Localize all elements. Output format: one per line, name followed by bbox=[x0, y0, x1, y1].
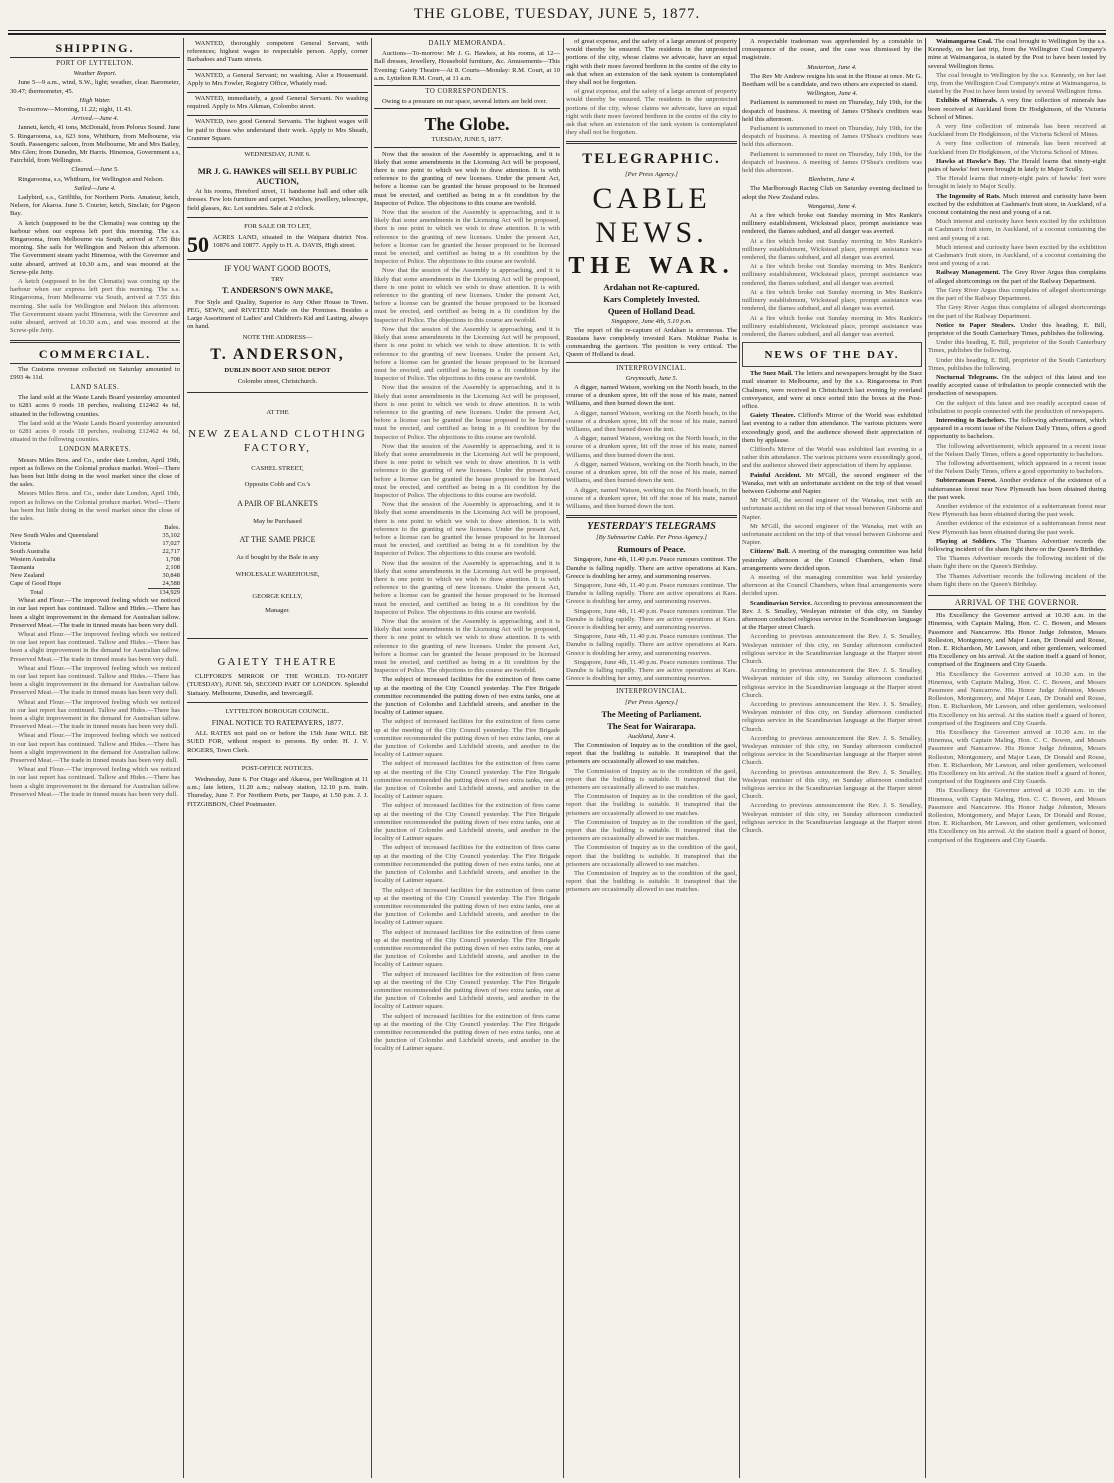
news-of-the-day-box bbox=[742, 342, 922, 367]
rumours-text: Singapore, June 4th, 11.40 p.m. Peace rumours continue. The Danube is falling rapidly. There are active operations at Kars. Greece is doubling her army, and summoning reserves. bbox=[566, 607, 737, 631]
commercial-text: The Customs revenue collected on Saturday amounted to £993 4s 11d. bbox=[10, 365, 180, 381]
cleared-text: Ringarooma, s.s, Whitburn, for Wellington and Nelson. bbox=[18, 175, 164, 183]
editorial-paragraph: Now that the session of the Assembly is approaching, and it is likely that some amendments in the Licensing Act will be proposed, there is one point to which we wish to draw attention. It is with reference to the granting of new licenses. Under the present Act, before a license can be granted the house proposed to be licensed must be erected, and certified as being in a fit condition by the Inspector of Police. The objections to this course are twofold. bbox=[374, 384, 560, 441]
wool-export-table bbox=[10, 524, 180, 597]
arrival-text: His Excellency the Governor arrived at 10.30 a.m. in the Hinemoa, with Captain Maling, Hon. C. C. Bowen, and Messrs Passmore and Nancarrow. His Honor Judge Johnston, Messrs Rolleston, Montgomery, and Major Lean, Dr Donald and Rouse, Hon. E. Richardson, Mr Lawson, and other gentlemen, welcomed His Excellency on his arrival. At the station itself a guard of honor, comprised of the Engineers and City Guards. bbox=[928, 612, 1106, 669]
greymouth-text: A digger, named Watson, working on the North beach, in the course of a drunken spree, bit off the nose of his mate, named Williams, and then burned down the tent. bbox=[566, 460, 737, 485]
editorial-paragraph-fire: The subject of increased facilities for the extinction of fires came up at the meeting of the City Council yesterday. The Fire Brigade committee recommended the putting down of two extra tanks, one at the junction of Colombo and Lichfield streets, and another in the locality of Latimer square. bbox=[374, 760, 560, 801]
closing-text-continued: Wheat and Flour.—The improved feeling which we noticed in our last report has continued. Tallow and Hides.—There has been a slight improvement in the demand for Australian tallow. Preserved Meat.—The trade in tinned meats has been very dull. bbox=[10, 698, 180, 731]
high-water-title: High Water. bbox=[79, 96, 111, 104]
auckland-text: The Commission of Inquiry as to the condition of the gaol, report that the building is suitable. It transpired that the prisoners are occasionally allowed to use matches. bbox=[566, 767, 737, 791]
editorial-paragraph: Now that the session of the Assembly is approaching, and it is likely that some amendments in the Licensing Act will be proposed, there is one point to which we wish to draw attention. It is with reference to the granting of new licenses. Under the present Act, before a license can be granted the house proposed to be licensed must be erected, and certified as being in a fit condition by the Inspector of Police. The objections to this course are twofold. bbox=[374, 559, 560, 616]
globe-date: TUESDAY, JUNE 5, 1877. bbox=[374, 136, 560, 147]
rumours-text: Singapore, June 4th, 11.40 p.m. Peace rumours continue. The Danube is falling rapidly. There are active operations at Kars. Greece is doubling her army, and summoning reserves. bbox=[566, 633, 737, 657]
arrival-title: ARRIVAL OF THE GOVERNOR. bbox=[954, 598, 1080, 607]
ad-ratepayers: LYTTELTON BOROUGH COUNCIL. FINAL NOTICE TO RATEPAYERS, 1877. ALL RATES not paid on or before the 15th June WILL BE SUED FOR, without respect to persons. By order. H. J. V. ROGERS, Town Clerk. bbox=[187, 703, 368, 760]
ad-wanted: WANTED, thoroughly competent General Servant, with references; highest wages to respectable person. Apply, corner Barbadoes and Tuam streets. bbox=[187, 38, 368, 70]
masthead: THE GLOBE, TUESDAY, JUNE 5, 1877. bbox=[413, 6, 701, 22]
nz-clothing-factory: NEW ZEALAND CLOTHING FACTORY, bbox=[188, 428, 367, 455]
anderson-name: T. ANDERSON, bbox=[210, 345, 345, 363]
closing-text-continued: Wheat and Flour.—The improved feeling which we noticed in our last report has continued. Tallow and Hides.—There has been a slight improvement in the demand for Australian tallow. Preserved Meat.—The trade in tinned meats has been very dull. bbox=[10, 732, 180, 765]
headline: Rumours of Peace. bbox=[617, 544, 686, 555]
table-row: Victoria 17,027 bbox=[10, 540, 180, 548]
closing-text-continued: Wheat and Flour.—The improved feeling which we noticed in our last report has continued. Tallow and Hides.—There has been a slight improvement in the demand for Australian tallow. Preserved Meat.—The trade in tinned meats has been very dull. bbox=[10, 664, 180, 697]
editorial-paragraph-fire: The subject of increased facilities for the extinction of fires came up at the meeting of the City Council yesterday. The Fire Brigade committee recommended the putting down of two extra tanks, one at the junction of Colombo and Lichfield streets, and another in the locality of Latimer square. bbox=[374, 928, 560, 969]
table-row: South Australia 22,717 bbox=[10, 548, 180, 556]
press-agency: [Per Press Agency.] bbox=[625, 698, 678, 706]
arrival-text: His Excellency the Governor arrived at 10.30 a.m. in the Hinemoa, with Captain Maling, Hon. C. C. Bowen, and Messrs Passmore and Nancarrow. His Honor Judge Johnston, Messrs Rolleston, Montgomery, and Major Lean, Dr Donald and Rouse, Hon. E. Richardson, Mr Lawson, and other gentlemen, welcomed His Excellency on his arrival. At the station itself a guard of honor, comprised of the Engineers and City Guards. bbox=[928, 670, 1106, 727]
arrival-text: His Excellency the Governor arrived at 10.30 a.m. in the Hinemoa, with Captain Maling, Hon. C. C. Bowen, and Messrs Passmore and Nancarrow. His Honor Judge Johnston, Messrs Rolleston, Montgomery, and Major Lean, Dr Donald and Rouse, Hon. E. Richardson, Mr Lawson, and other gentlemen, welcomed His Excellency on his arrival. At the station itself a guard of honor, comprised of the Engineers and City Guards. bbox=[928, 729, 1106, 786]
masthead-rule-double bbox=[8, 33, 1106, 35]
column-divider bbox=[925, 38, 926, 1478]
editorial-paragraph: Now that the session of the Assembly is approaching, and it is likely that some amendments in the Licensing Act will be proposed, there is one point to which we wish to draw attention. It is with reference to the granting of new licenses. Under the present Act, before a license can be granted the house proposed to be licensed must be erected, and certified as being in a fit condition by the Inspector of Police. The objections to this course are twofold. bbox=[374, 501, 560, 558]
wanganui-text: At a fire which broke out Sunday morning in Mrs Rankin's millinery establishment, Wickstead place, prompt assistance was rendered, the flames subdued, and all danger was averted. bbox=[742, 314, 922, 338]
closing-text: Wheat and Flour.—The improved feeling which we noticed in our last report has continued. Tallow and Hides.—There has been a slight improvement in the demand for Australian tallow. Preserved Meat.—The trade in tinned meats has been very dull. bbox=[10, 597, 180, 629]
yesterday-title: YESTERDAY'S TELEGRAMS bbox=[587, 521, 716, 533]
ad-clothing-factory: AT THE NEW ZEALAND CLOTHING FACTORY, CASHEL STREET, Opposite Cobb and Co.'s A PAIR OF BLANKETS May be Purchased AT THE SAME PRICE As if bought by the Bale in any WHOLESALE WAREHOUSE, GEORGE KELLY, Manager. bbox=[187, 393, 368, 639]
auckland-text: The Commission of Inquiry as to the condition of the gaol, report that the building is suitable. It transpired that the prisoners are occasionally allowed to use matches. bbox=[566, 818, 737, 843]
column-news-continued: Waimangaroa Coal. The coal brought to Wellington by the s.s. Kennedy, on her last trip, from the Wellington Coal Company's mine at Waimangaroa, is stated by the Post to have been tested by several Wellington firms. The coal brought to Wellington by the s.s. Kennedy, on her last trip, from the Wellington Coal Company's mine at Waimangaroa, is stated by the Post to have been tested by several Wellington firms. Exhibits of Minerals. A very fine collection of minerals has been received at Auckland from Dr Hodgkinson, of the Victoria School of Mines. A very fine collection of minerals has been received at Auckland from Dr Hodgkinson, of the Victoria School of Mines. A very fine collection of minerals has been received at Auckland from Dr Hodgkinson, of the Victoria School of Mines. Hawks at Hawke's Bay. The Herald learns that ninety-eight pairs of hawks' feet were brought in lately to Major Scully. The Herald learns that ninety-eight pairs of hawks' feet were brought in lately to Major Scully. The Ingenuity of Rats. Much interest and curiosity have been excited by the exhibition at Cashman's fruit store, in Auckland, of a coconut containing the nest and young of a rat. Much interest and curiosity have been excited by the exhibition at Cashman's fruit store, in Auckland, of a coconut containing the nest and young of a rat. Much interest and curiosity have been excited by the exhibition at Cashman's fruit store, in Auckland, of a coconut containing the nest and young of a rat. Railway Management. The Grey River Argus thus complains of alleged shortcomings on the part of the Railway Department. The Grey River Argus thus complains of alleged shortcomings on the part of the Railway Department. The Grey River Argus thus complains of alleged shortcomings on the part of the Railway Department. Notice to Paper Stealers. Under this heading, E. Bill, proprietor of the South Canterbury Times, publishes the following. Under this heading, E. Bill, proprietor of the South Canterbury Times, publishes the following. Under this heading, E. Bill, proprietor of the South Canterbury Times, publishes the following. Nocturnal Telegrams. On the subject of this latest and too readily accepted cause of tribulation to people connected with the production of newspapers. On the subject of this latest and too readily accepted cause of tribulation to people connected with the production of newspapers. Interesting to Bachelors. The following advertisement, which appeared in a recent issue of the Nelson Daily Times, offers a good opportunity to bachelors. The following advertisement, which appeared in a recent issue of the Nelson Daily Times, offers a good opportunity to bachelors. The following advertisement, which appeared in a recent issue of the Nelson Daily Times, offers a good opportunity to bachelors. Subterranean Forest. Another evidence of the existence of a subterranean forest near New Plymouth has been obtained during the past week. Another evidence of the existence of a subterranean forest near New Plymouth has been obtained during the past week. Another evidence of the existence of a subterranean forest near New Plymouth has been obtained during the past week. Playing at Soldiers. The Thames Advertiser records the following incident of the sham fight there on the Queen's Birthday. The Thames Advertiser records the following incident of the sham fight there on the Queen's Birthday. The Thames Advertiser records the following incident of the sham fight there on the Queen's Birthday. ARRIVAL OF THE GOVERNOR. His Excellency the Governor arrived at 10.30 a.m. in the Hinemoa, with Captain Maling, Hon. C. C. Bowen, and Messrs Passmore and Nancarrow. His Honor Judge Johnston, Messrs Rolleston, Montgomery, and Major Lean, Dr Donald and Rouse, Hon. E. Richardson, Mr Lawson, and other gentlemen, welcomed His Excellency on his arrival. At the station itself a guard of honor, comprised of the Engineers and City Guards. His Excellency the Governor arrived at 10.30 a.m. in the Hinemoa, with Captain Maling, Hon. C. C. Bowen, and Messrs Passmore and Nancarrow. His Honor Judge Johnston, Messrs Rolleston, Montgomery, and Major Lean, Dr Donald and Rouse, Hon. E. Richardson, Mr Lawson, and other gentlemen, welcomed His Excellency on his arrival. At the station itself a guard of honor, comprised of the Engineers and City Guards. His Excellency the Governor arrived at 10.30 a.m. in the Hinemoa, with Captain Maling, Hon. C. C. Bowen, and Messrs Passmore and Nancarrow. His Honor Judge Johnston, Messrs Rolleston, Montgomery, and Major Lean, Dr Donald and Rouse, Hon. E. Richardson, Mr Lawson, and other gentlemen, welcomed His Excellency on his arrival. At the station itself a guard of honor, comprised of the Engineers and City Guards. His Excellency the Governor arrived at 10.30 a.m. in the Hinemoa, with Captain Maling, Hon. C. C. Bowen, and Messrs Passmore and Nancarrow. His Honor Judge Johnston, Messrs Rolleston, Montgomery, and Major Lean, Dr Donald and Rouse, Hon. E. Richardson, Mr Lawson, and other gentlemen, welcomed His Excellency on his arrival. At the station itself a guard of honor, comprised of the Engineers and City Guards. bbox=[928, 38, 1106, 844]
wellington-text: Parliament is summoned to meet on Thursday, July 19th, for the despatch of business. A meeting of James O'Shea's creditors was held this afternoon. bbox=[742, 150, 922, 175]
auction-date: WEDNESDAY, JUNE 6. bbox=[244, 151, 311, 159]
ad-post-office: POST-OFFICE NOTICES. Wednesday, June 6. For Otago and Akaroa, per Wellington at 11 a.m.; late letters, 11.20 a.m.; railway station, 12.10 p.m. train. Thursday, June 7. For Northern Ports, per Taupo, at 1.50 p.m. J. J. FITZGIBBON, Chief Postmaster. bbox=[187, 764, 368, 808]
weather-text: June 5—9 a.m., wind, S.W., light; weather, clear. Barometer, 30.47; thermometer, 45. bbox=[10, 79, 180, 95]
auckland-text: The Commission of Inquiry as to the condition of the gaol, report that the building is suitable. It transpired that the prisoners are occasionally allowed to use matches. bbox=[566, 741, 737, 766]
memoranda-text: Auctions—To-morrow: Mr J. G. Hawkes, at his rooms, at 12—Ball dresses, Jewellery, Household furniture, &c. Amusements—This Evening: Gaiety Theatre—At 8. Courts—Monday: R.M. Court, at 10 a.m. Lyttelton R.M. Court, at 11 a.m. bbox=[374, 50, 560, 82]
greymouth-text: A digger, named Watson, working on the North beach, in the course of a drunken spree, bit off the nose of his mate, named Williams, and then burned down the tent. bbox=[566, 409, 737, 434]
editorial-paragraph-fire: The subject of increased facilities for the extinction of fires came up at the meeting of the City Council yesterday. The Fire Brigade committee recommended the putting down of two extra tanks, one at the junction of Colombo and Lichfield streets, and another in the locality of Latimer square. bbox=[374, 970, 560, 1011]
sailed-text: Ladybird, s.s., Griffiths, for Northern Ports. Amateur, ketch, Nelson, for Akaroa. June 5. Courier, ketch, Sinclair, for Pigeon Bay. bbox=[10, 194, 180, 218]
sale-number: 50 bbox=[187, 232, 209, 258]
shipping-news-continued: A ketch (supposed to be the Clematis) was coming up the harbour when our express left port this morning. The s.s. Ringarooma, from Melbourne via South, arrived at 7.55 this morning. She sails for Wellington and Nelson this afternoon. The Government steam yacht Hinemoa, with the Governor and suite aboard, arrived at 10.30 a.m., and was moored at the Screw-pile Jetty. bbox=[10, 278, 180, 335]
ad-wanted: WANTED, a General Servant; no washing. Also a Housemaid. Apply to Mrs Fowler, Registry Office, Whately road. bbox=[187, 70, 368, 93]
headline: The Meeting of Parliament. bbox=[601, 708, 702, 719]
cleared-title: Cleared.—June 5. bbox=[71, 166, 119, 174]
ad-wanted: WANTED, immediately, a good General Servant. No washing required. Apply to Mrs Aikman, Colombo street. bbox=[187, 93, 368, 116]
editorial-paragraph: Now that the session of the Assembly is approaching, and it is likely that some amendments in the Licensing Act will be proposed, there is one point to which we wish to draw attention. It is with reference to the granting of new licenses. Under the present Act, before a license can be granted the house proposed to be licensed must be erected, and certified as being in a fit condition by the Inspector of Police. The objections to this course are twofold. bbox=[374, 442, 560, 499]
column-divider bbox=[739, 38, 740, 1478]
table-total-row: Total 134,929 bbox=[30, 588, 180, 597]
cable-news-title: CABLE NEWS. bbox=[592, 181, 711, 249]
column-news-of-the-day: A respectable tradesman was apprehended by a constable in consequence of the cease, and the case was dismissed by the magistrate. Masterton, June 4. The Rev Mr Andrew resigns his seat in the House at once. Mr G. Beetham will be a candidate, and two others are expected to stand. Wellington, June 4. Parliament is summoned to meet on Thursday, July 19th, for the despatch of business. A meeting of James O'Shea's creditors was held this afternoon. Parliament is summoned to meet on Thursday, July 19th, for the despatch of business. A meeting of James O'Shea's creditors was held this afternoon. Parliament is summoned to meet on Thursday, July 19th, for the despatch of business. A meeting of James O'Shea's creditors was held this afternoon. Blenheim, June 4. The Marlborough Racing Club on Saturday evening declined to adopt the New Zealand rules. Wanganui, June 4. At a fire which broke out Sunday morning in Mrs Rankin's millinery establishment, Wickstead place, prompt assistance was rendered, the flames subdued, and all danger was averted. At a fire which broke out Sunday morning in Mrs Rankin's millinery establishment, Wickstead place, prompt assistance was rendered, the flames subdued, and all danger was averted. At a fire which broke out Sunday morning in Mrs Rankin's millinery establishment, Wickstead place, prompt assistance was rendered, the flames subdued, and all danger was averted. At a fire which broke out Sunday morning in Mrs Rankin's millinery establishment, Wickstead place, prompt assistance was rendered, the flames subdued, and all danger was averted. At a fire which broke out Sunday morning in Mrs Rankin's millinery establishment, Wickstead place, prompt assistance was rendered, the flames subdued, and all danger was averted. NEWS OF THE DAY. The Suez Mail. The letters and newspapers brought by the Suez mail steamer to Melbourne, and by the s.s. Ringarooma to Port Chalmers, were received in Christchurch last evening by overland conveyance, and were at once sorted into the boxes at the Post-office. Gaiety Theatre. Clifford's Mirror of the World was exhibited last evening to a rather thin attendance. The various pictures were exceedingly good, and the audience showed their appreciation of them by applause. Clifford's Mirror of the World was exhibited last evening to a rather thin attendance. The various pictures were exceedingly good, and the audience showed their appreciation of them by applause. Painful Accident. Mr M'Gill, the second engineer of the Wanaka, met with an unfortunate accident on the trip of that vessel between Gisborne and Napier. Mr M'Gill, the second engineer of the Wanaka, met with an unfortunate accident on the trip of that vessel between Gisborne and Napier. Mr M'Gill, the second engineer of the Wanaka, met with an unfortunate accident on the trip of that vessel between Gisborne and Napier. Citizens' Ball. A meeting of the managing committee was held yesterday afternoon at the Council Chambers, when final arrangements were decided upon. A meeting of the managing committee was held yesterday afternoon at the Council Chambers, when final arrangements were decided upon. Scandinavian Service. According to previous announcement the Rev. J. S. Smalley, Wesleyan minister of this city, on Sunday afternoon conducted religious service in the Scandinavian language at the Harper street Church. According to previous announcement the Rev. J. S. Smalley, Wesleyan minister of this city, on Sunday afternoon conducted religious service in the Scandinavian language at the Harper street Church. According to previous announcement the Rev. J. S. Smalley, Wesleyan minister of this city, on Sunday afternoon conducted religious service in the Scandinavian language at the Harper street Church. According to previous announcement the Rev. J. S. Smalley, Wesleyan minister of this city, on Sunday afternoon conducted religious service in the Scandinavian language at the Harper street Church. According to previous announcement the Rev. J. S. Smalley, Wesleyan minister of this city, on Sunday afternoon conducted religious service in the Scandinavian language at the Harper street Church. According to previous announcement the Rev. J. S. Smalley, Wesleyan minister of this city, on Sunday afternoon conducted religious service in the Scandinavian language at the Harper street Church. According to previous announcement the Rev. J. S. Smalley, Wesleyan minister of this city, on Sunday afternoon conducted religious service in the Scandinavian language at the Harper street Church. bbox=[742, 38, 922, 835]
headline: The Seat for Wairarapa. bbox=[607, 720, 696, 731]
dateline: Auckland, June 4. bbox=[627, 732, 676, 740]
dateline: Masterton, June 4. bbox=[807, 63, 857, 71]
editorial-paragraph-fire: The subject of increased facilities for the extinction of fires came up at the meeting of the City Council yesterday. The Fire Brigade committee recommended the putting down of two extra tanks, one at the junction of Colombo and Lichfield streets, and another in the locality of Latimer square. bbox=[374, 1012, 560, 1053]
arrived-title: Arrived.—June 4. bbox=[71, 115, 119, 123]
column-telegraphic bbox=[566, 38, 737, 1478]
globe-title: The Globe. bbox=[424, 114, 510, 135]
dateline: Wanganui, June 4. bbox=[807, 202, 857, 210]
masterton-text: The Rev Mr Andrew resigns his seat in the House at once. Mr G. Beetham will be a candidate, and two others are expected to stand. bbox=[742, 72, 922, 89]
land-sales-title: LAND SALES. bbox=[70, 383, 120, 391]
closing-text-continued: Wheat and Flour.—The improved feeling which we noticed in our last report has continued. Tallow and Hides.—There has been a slight improvement in the demand for Australian tallow. Preserved Meat.—The trade in tinned meats has been very dull. bbox=[10, 630, 180, 663]
editorial-paragraph: Now that the session of the Assembly is approaching, and it is likely that some amendments in the Licensing Act will be proposed, there is one point to which we wish to draw attention. It is with reference to the granting of new licenses. Under the present Act, before a license can be granted the house proposed to be licensed must be erected, and certified as being in a fit condition by the Inspector of Police. The objections to this course are twofold. bbox=[374, 150, 560, 207]
table-row: Tasmania 2,108 bbox=[10, 564, 180, 572]
land-sales-continued: The land sold at the Waste Lands Board yesterday amounted to 6281 acres 0 roods 18 perches, realising £12462 4s 6d, situated in the following counties. bbox=[10, 419, 180, 444]
editorial-paragraph: Now that the session of the Assembly is approaching, and it is likely that some amendments in the Licensing Act will be proposed, there is one point to which we wish to draw attention. It is with reference to the granting of new licenses. Under the present Act, before a license can be granted the house proposed to be licensed must be erected, and certified as being in a fit condition by the Inspector of Police. The objections to this course are twofold. bbox=[374, 267, 560, 324]
table-row: Western Australia 1,708 bbox=[10, 556, 180, 564]
dateline: Greymouth, June 5. bbox=[625, 374, 678, 382]
dateline: Singapore, June 4th, 5.10 p.m. bbox=[611, 317, 692, 325]
blenheim-text: The Marlborough Racing Club on Saturday evening declined to adopt the New Zealand rules. bbox=[742, 185, 922, 201]
table-row: New Zealand 30,848 bbox=[10, 572, 180, 580]
editorial-paragraph: Now that the session of the Assembly is approaching, and it is likely that some amendments in the Licensing Act will be proposed, there is one point to which we wish to draw attention. It is with reference to the granting of new licenses. Under the present Act, before a license can be granted the house proposed to be licensed must be erected, and certified as being in a fit condition by the Inspector of Police. The objections to this course are twofold. bbox=[374, 209, 560, 266]
arrived-text: Jannett, ketch, 41 tons, McDonald, from Pelorus Sound. June 5. Ringarooma, s.s, 623 tons, Whitburn, from Melbourne, via South. Passengers: saloon, from Melbourne, Mr and Mrs Bailey, Mrs Glen; from Dunedin, Mr Harris. Hinemoa, Government s.s, Fairchild, from Wellington. bbox=[10, 124, 180, 165]
interprovincial-title: INTERPROVINCIAL. bbox=[616, 688, 687, 696]
court-text: A respectable tradesman was apprehended by a constable in consequence of the cease, and the case was dismissed by the magistrate. bbox=[742, 38, 922, 62]
closing-text-continued: Wheat and Flour.—The improved feeling which we noticed in our last report has continued. Tallow and Hides.—There has been a slight improvement in the demand for Australian tallow. Preserved Meat.—The trade in tinned meats has been very dull. bbox=[10, 766, 180, 798]
auckland-text: The Commission of Inquiry as to the condition of the gaol, report that the building is suitable. It transpired that the prisoners are occasionally allowed to use matches. bbox=[566, 793, 737, 817]
headline: Ardahan not Re-captured. bbox=[603, 281, 700, 292]
editorial-paragraph-fire: The subject of increased facilities for the extinction of fires came up at the meeting of the City Council yesterday. The Fire Brigade committee recommended the putting down of two extra tanks, one at the junction of Colombo and Lichfield streets, and another in the locality of Latimer square. bbox=[374, 676, 560, 717]
editorial-paragraph-fire: The subject of increased facilities for the extinction of fires came up at the meeting of the City Council yesterday. The Fire Brigade committee recommended the putting down of two extra tanks, one at the junction of Colombo and Lichfield streets, and another in the locality of Latimer square. bbox=[374, 802, 560, 843]
interprovincial-title: INTERPROVINCIAL. bbox=[616, 364, 687, 372]
ad-auction: MR J. G. HAWKES will SELL BY PUBLIC AUCTION, At his rooms, Hereford street, 11 handsome hall and other silk dresses. Few lots furniture and carpet. Watches, jewellery, telescope, field glasses, &c. Lot sundries. Sale at 2 o'clock. bbox=[187, 162, 368, 218]
cable-text: The report of the re-capture of Ardahan is erroneous. The Russians have completely invested Kars. Mukhtar Pasha is commanding the garrison. The position is very critical. The Queen of Holland is dead. bbox=[566, 326, 737, 359]
memoranda-title: DAILY MEMORANDA. bbox=[428, 40, 506, 47]
editorial-continued: of great expense, and the safety of a large amount of property would thereby be ensured. The residents in the unprotected portions of the city, whose claims we advocate, have an equal right with their more favored brethren in the centre of the city to ask that when an extension of the tank system is contemplated they shall not be forgotten. bbox=[566, 88, 737, 137]
auckland-text: The Commission of Inquiry as to the condition of the gaol, report that the building is suitable. It transpired that the prisoners are occasionally allowed to use matches. bbox=[566, 870, 737, 894]
section-title-shipping: SHIPPING. bbox=[55, 41, 135, 55]
news-of-the-day-title: NEWS OF THE DAY. bbox=[764, 349, 900, 362]
column-divider bbox=[183, 38, 184, 1478]
editorial-paragraph-fire: The subject of increased facilities for the extinction of fires came up at the meeting of the City Council yesterday. The Fire Brigade committee recommended the putting down of two extra tanks, one at the junction of Colombo and Lichfield streets, and another in the locality of Latimer square. bbox=[374, 718, 560, 759]
wanganui-text: At a fire which broke out Sunday morning in Mrs Rankin's millinery establishment, Wickstead place, prompt assistance was rendered, the flames subdued, and all danger was averted. bbox=[742, 237, 922, 262]
greymouth-text: A digger, named Watson, working on the North beach, in the course of a drunken spree, bit off the nose of his mate, named Williams, and then burned down the tent. bbox=[566, 486, 737, 510]
sailed-title: Sailed—June 4. bbox=[74, 184, 116, 192]
table-row: New South Wales and Queensland 35,102 bbox=[10, 532, 180, 540]
telegraphic-title: TELEGRAPHIC. bbox=[582, 151, 721, 168]
london-markets-continued: Messrs Miles Bros. and Co., under date London, April 19th, report as follows on the Colonial produce market. Wool—There has been but little doing in the wool market since the close of the sales. bbox=[10, 490, 180, 522]
greymouth-text: A digger, named Watson, working on the North beach, in the course of a drunken spree, bit off the nose of his mate, named Williams, and then burned down the tent. bbox=[566, 384, 737, 408]
editorial-paragraph-fire: The subject of increased facilities for the extinction of fires came up at the meeting of the City Council yesterday. The Fire Brigade committee recommended the putting down of two extra tanks, one at the junction of Colombo and Lichfield streets, and another in the locality of Latimer square. bbox=[374, 844, 560, 885]
high-water-text: To-morrow—Morning, 11.22; night, 11.43. bbox=[18, 106, 133, 114]
dateline: Wellington, June 4. bbox=[806, 90, 858, 98]
column-advertisements bbox=[187, 38, 368, 1478]
wellington-text: Parliament is summoned to meet on Thursday, July 19th, for the despatch of business. A meeting of James O'Shea's creditors was held this afternoon. bbox=[742, 99, 922, 123]
london-markets-text: Messrs Miles Bros. and Co., under date London, April 19th, report as follows on the Colonial produce market. Wool—There has been but little doing in the wool market since the close of the sales. bbox=[10, 456, 180, 489]
section-title-commercial: COMMERCIAL. bbox=[38, 346, 152, 361]
rumours-text: Singapore, June 4th, 11.40 p.m. Peace rumours continue. The Danube is falling rapidly. There are active operations at Kars. Greece is doubling her army, and summoning reserves. bbox=[566, 556, 737, 580]
ad-wanted: WANTED, two good General Servants. The highest wages will be paid to those who understand their work. Apply to Mrs Sheath, Cranmer Square. bbox=[187, 116, 368, 148]
wanganui-text: At a fire which broke out Sunday morning in Mrs Rankin's millinery establishment, Wickstead place, prompt assistance was rendered, the flames subdued, and all danger was averted. bbox=[742, 263, 922, 287]
the-war-title: THE WAR. bbox=[568, 252, 735, 279]
headline: Queen of Holland Dead. bbox=[607, 305, 696, 316]
column-editorial bbox=[374, 38, 560, 1478]
editorial-continued: of great expense, and the safety of a large amount of property would thereby be ensured. The residents in the unprotected portions of the city, whose claims we advocate, have an equal right with their more favored brethren in the centre of the city to ask that when an extension of the tank system is contemplated they shall not be forgotten. bbox=[566, 38, 737, 87]
weather-title: Weather Report. bbox=[73, 70, 117, 78]
editorial-paragraph-fire: The subject of increased facilities for the extinction of fires came up at the meeting of the City Council yesterday. The Fire Brigade committee recommended the putting down of two extra tanks, one at the junction of Colombo and Lichfield streets, and another in the locality of Latimer square. bbox=[374, 886, 560, 927]
land-sales-text: The land sold at the Waste Lands Board yesterday amounted to 6281 acres 0 roods 18 perches, realising £12462 4s 6d, situated in the following counties. bbox=[10, 394, 180, 418]
press-agency: [Per Press Agency.] bbox=[625, 171, 678, 179]
editorial-paragraph: Now that the session of the Assembly is approaching, and it is likely that some amendments in the Licensing Act will be proposed, there is one point to which we wish to draw attention. It is with reference to the granting of new licenses. Under the present Act, before a license can be granted the house proposed to be licensed must be erected, and certified as being in a fit condition by the Inspector of Police. The objections to this course are twofold. bbox=[374, 618, 560, 675]
wellington-text: Parliament is summoned to meet on Thursday, July 19th, for the despatch of business. A meeting of James O'Shea's creditors was held this afternoon. bbox=[742, 125, 922, 149]
column-shipping bbox=[10, 38, 180, 1478]
auckland-text: The Commission of Inquiry as to the condition of the gaol, report that the building is suitable. It transpired that the prisoners are occasionally allowed to use matches. bbox=[566, 844, 737, 868]
correspondents-text: Owing to a pressure on our space, several letters are held over. bbox=[382, 98, 547, 106]
column-divider bbox=[563, 38, 564, 1478]
column-divider bbox=[371, 38, 372, 1478]
greymouth-text: A digger, named Watson, working on the North beach, in the course of a drunken spree, bit off the nose of his mate, named Williams, and then burned down the tent. bbox=[566, 435, 737, 459]
ad-boots: IF YOU WANT GOOD BOOTS, TRY T. ANDERSON'S OWN MAKE, For Style and Quality, Superior to Any Other House in Town. PEG, SEWN, and RIVETED Made on the Premises. Besides a Large Assortment of Ladies' and Children's Kid and Lasting, always on hand. NOTE THE ADDRESS— T. ANDERSON, DUBLIN BOOT AND SHOE DEPOT Colombo street, Christchurch. bbox=[187, 260, 368, 393]
table-row: Cape of Good Hope 24,588 bbox=[10, 580, 180, 588]
port-title: PORT OF LYTTELTON. bbox=[56, 60, 134, 67]
headline: Kars Completely Invested. bbox=[603, 293, 700, 304]
correspondents-title: TO CORRESPONDENTS. bbox=[425, 88, 509, 96]
table-header: Bales. bbox=[164, 524, 180, 532]
ad-gaiety-theatre: GAIETY THEATRE CLIFFORD'S MIRROR OF THE WORLD. TO-NIGHT (TUESDAY), JUNE 5th, SECOND PART OF LONDON. Splendid Statuary. Melbourne, Dunedin, and Invercargill. bbox=[187, 639, 368, 703]
london-markets-title: LONDON MARKETS. bbox=[58, 446, 132, 454]
submarine-agency: [By Submarine Cable. Per Press Agency.] bbox=[596, 534, 707, 542]
rumours-text: Singapore, June 4th, 11.40 p.m. Peace rumours continue. The Danube is falling rapidly. There are active operations at Kars. Greece is doubling her army, and summoning reserves. bbox=[566, 658, 737, 683]
dateline: Blenheim, June 4. bbox=[808, 176, 856, 184]
editorial-paragraph: Now that the session of the Assembly is approaching, and it is likely that some amendments in the Licensing Act will be proposed, there is one point to which we wish to draw attention. It is with reference to the granting of new licenses. Under the present Act, before a license can be granted the house proposed to be licensed must be erected, and certified as being in a fit condition by the Inspector of Police. The objections to this course are twofold. bbox=[374, 325, 560, 383]
wanganui-text: At a fire which broke out Sunday morning in Mrs Rankin's millinery establishment, Wickstead place, prompt assistance was rendered, the flames subdued, and all danger was averted. bbox=[742, 288, 922, 313]
wanganui-text: At a fire which broke out Sunday morning in Mrs Rankin's millinery establishment, Wickstead place, prompt assistance was rendered, the flames subdued, and all danger was averted. bbox=[742, 212, 922, 236]
masthead-rule bbox=[8, 30, 1106, 31]
ad-land-sale: FOR SALE OR TO LET, 50 ACRES LAND, situated in the Waipara district Nos. 10876 and 10877. Apply to H. A. DAVIS, High street. bbox=[187, 218, 368, 260]
arrival-text: His Excellency the Governor arrived at 10.30 a.m. in the Hinemoa, with Captain Maling, Hon. C. C. Bowen, and Messrs Passmore and Nancarrow. His Honor Judge Johnston, Messrs Rolleston, Montgomery, and Major Lean, Dr Donald and Rouse, Hon. E. Richardson, Mr Lawson, and other gentlemen, welcomed His Excellency on his arrival. At the station itself a guard of honor, comprised of the Engineers and City Guards. bbox=[928, 787, 1106, 844]
shipping-news: A ketch (supposed to be the Clematis) was coming up the harbour when our express left port this morning. The s.s. Ringarooma, from Melbourne via South, arrived at 7.55 this morning. She sails for Wellington and Nelson this afternoon. The Government steam yacht Hinemoa, with the Governor and suite aboard, arrived at 10.30 a.m., and was moored at the Screw-pile Jetty. bbox=[10, 219, 180, 276]
rumours-text: Singapore, June 4th, 11.40 p.m. Peace rumours continue. The Danube is falling rapidly. There are active operations at Kars. Greece is doubling her army, and summoning reserves. bbox=[566, 581, 737, 606]
